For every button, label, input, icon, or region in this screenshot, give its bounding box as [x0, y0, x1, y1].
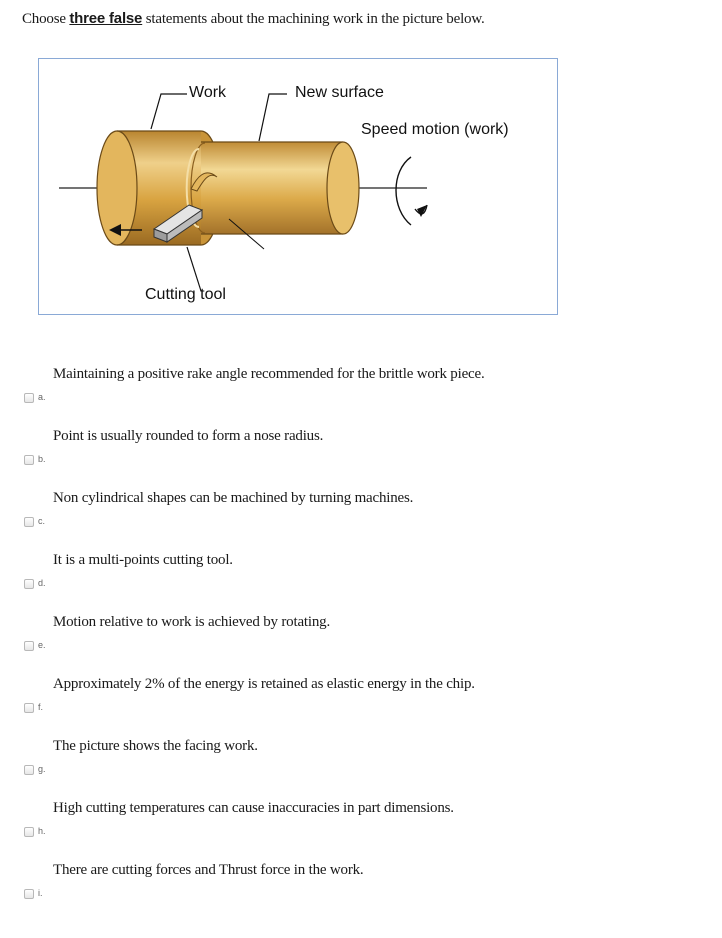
- option-d-text: It is a multi-points cutting tool.: [53, 552, 233, 568]
- question-suffix: statements about the machining work in the picture below.: [142, 11, 485, 27]
- option-b: [0, 428, 722, 488]
- option-h-text: High cutting temperatures can cause inaccuracies in part dimensions.: [53, 800, 454, 816]
- option-c-text: Non cylindrical shapes can be machined by turning machines.: [53, 490, 414, 506]
- label-cutting-tool: Cutting tool: [145, 286, 226, 303]
- option-d-letter: d.: [38, 578, 46, 588]
- question-emphasis: three false: [69, 10, 143, 27]
- option-g-checkbox[interactable]: [24, 765, 34, 775]
- option-h-letter: h.: [38, 826, 46, 836]
- option-b-letter: b.: [38, 454, 46, 464]
- option-c-checkbox[interactable]: [24, 517, 34, 527]
- option-a-text: Maintaining a positive rake angle recommended for the brittle work piece.: [53, 366, 485, 382]
- machining-figure: [38, 58, 558, 315]
- option-g: [0, 738, 722, 798]
- label-new-surface: New surface: [295, 84, 384, 101]
- option-i-letter: i.: [38, 888, 43, 898]
- option-a: [0, 366, 722, 426]
- option-h: [0, 800, 722, 860]
- option-f: [0, 676, 722, 736]
- option-d-checkbox[interactable]: [24, 579, 34, 589]
- label-speed-motion: Speed motion (work): [361, 121, 509, 138]
- option-b-text: Point is usually rounded to form a nose radius.: [53, 428, 324, 444]
- cutting-tool-leader: [187, 247, 201, 291]
- option-f-letter: f.: [38, 702, 44, 712]
- option-i-text: There are cutting forces and Thrust force in the work.: [53, 862, 364, 878]
- option-g-letter: g.: [38, 764, 46, 774]
- new-surface-leader: [259, 94, 287, 141]
- option-g-text: The picture shows the facing work.: [53, 738, 258, 754]
- option-c-letter: c.: [38, 516, 46, 526]
- option-a-checkbox[interactable]: [24, 393, 34, 403]
- work-leader: [151, 94, 187, 129]
- option-e: [0, 614, 722, 674]
- label-work: Work: [189, 84, 227, 101]
- rotation-arc: [396, 157, 411, 225]
- question-prefix: Choose: [22, 11, 70, 27]
- option-a-letter: a.: [38, 392, 46, 402]
- option-c: [0, 490, 722, 550]
- option-e-letter: e.: [38, 640, 46, 650]
- option-e-text: Motion relative to work is achieved by rotating.: [53, 614, 330, 630]
- question-prompt: [22, 10, 485, 28]
- option-i: [0, 862, 722, 922]
- option-i-checkbox[interactable]: [24, 889, 34, 899]
- option-e-checkbox[interactable]: [24, 641, 34, 651]
- option-f-checkbox[interactable]: [24, 703, 34, 713]
- option-f-text: Approximately 2% of the energy is retained as elastic energy in the chip.: [53, 676, 475, 692]
- option-h-checkbox[interactable]: [24, 827, 34, 837]
- turning-illustration: [39, 59, 559, 316]
- option-b-checkbox[interactable]: [24, 455, 34, 465]
- work-cylinder-new-surface: [187, 142, 359, 234]
- option-d: [0, 552, 722, 612]
